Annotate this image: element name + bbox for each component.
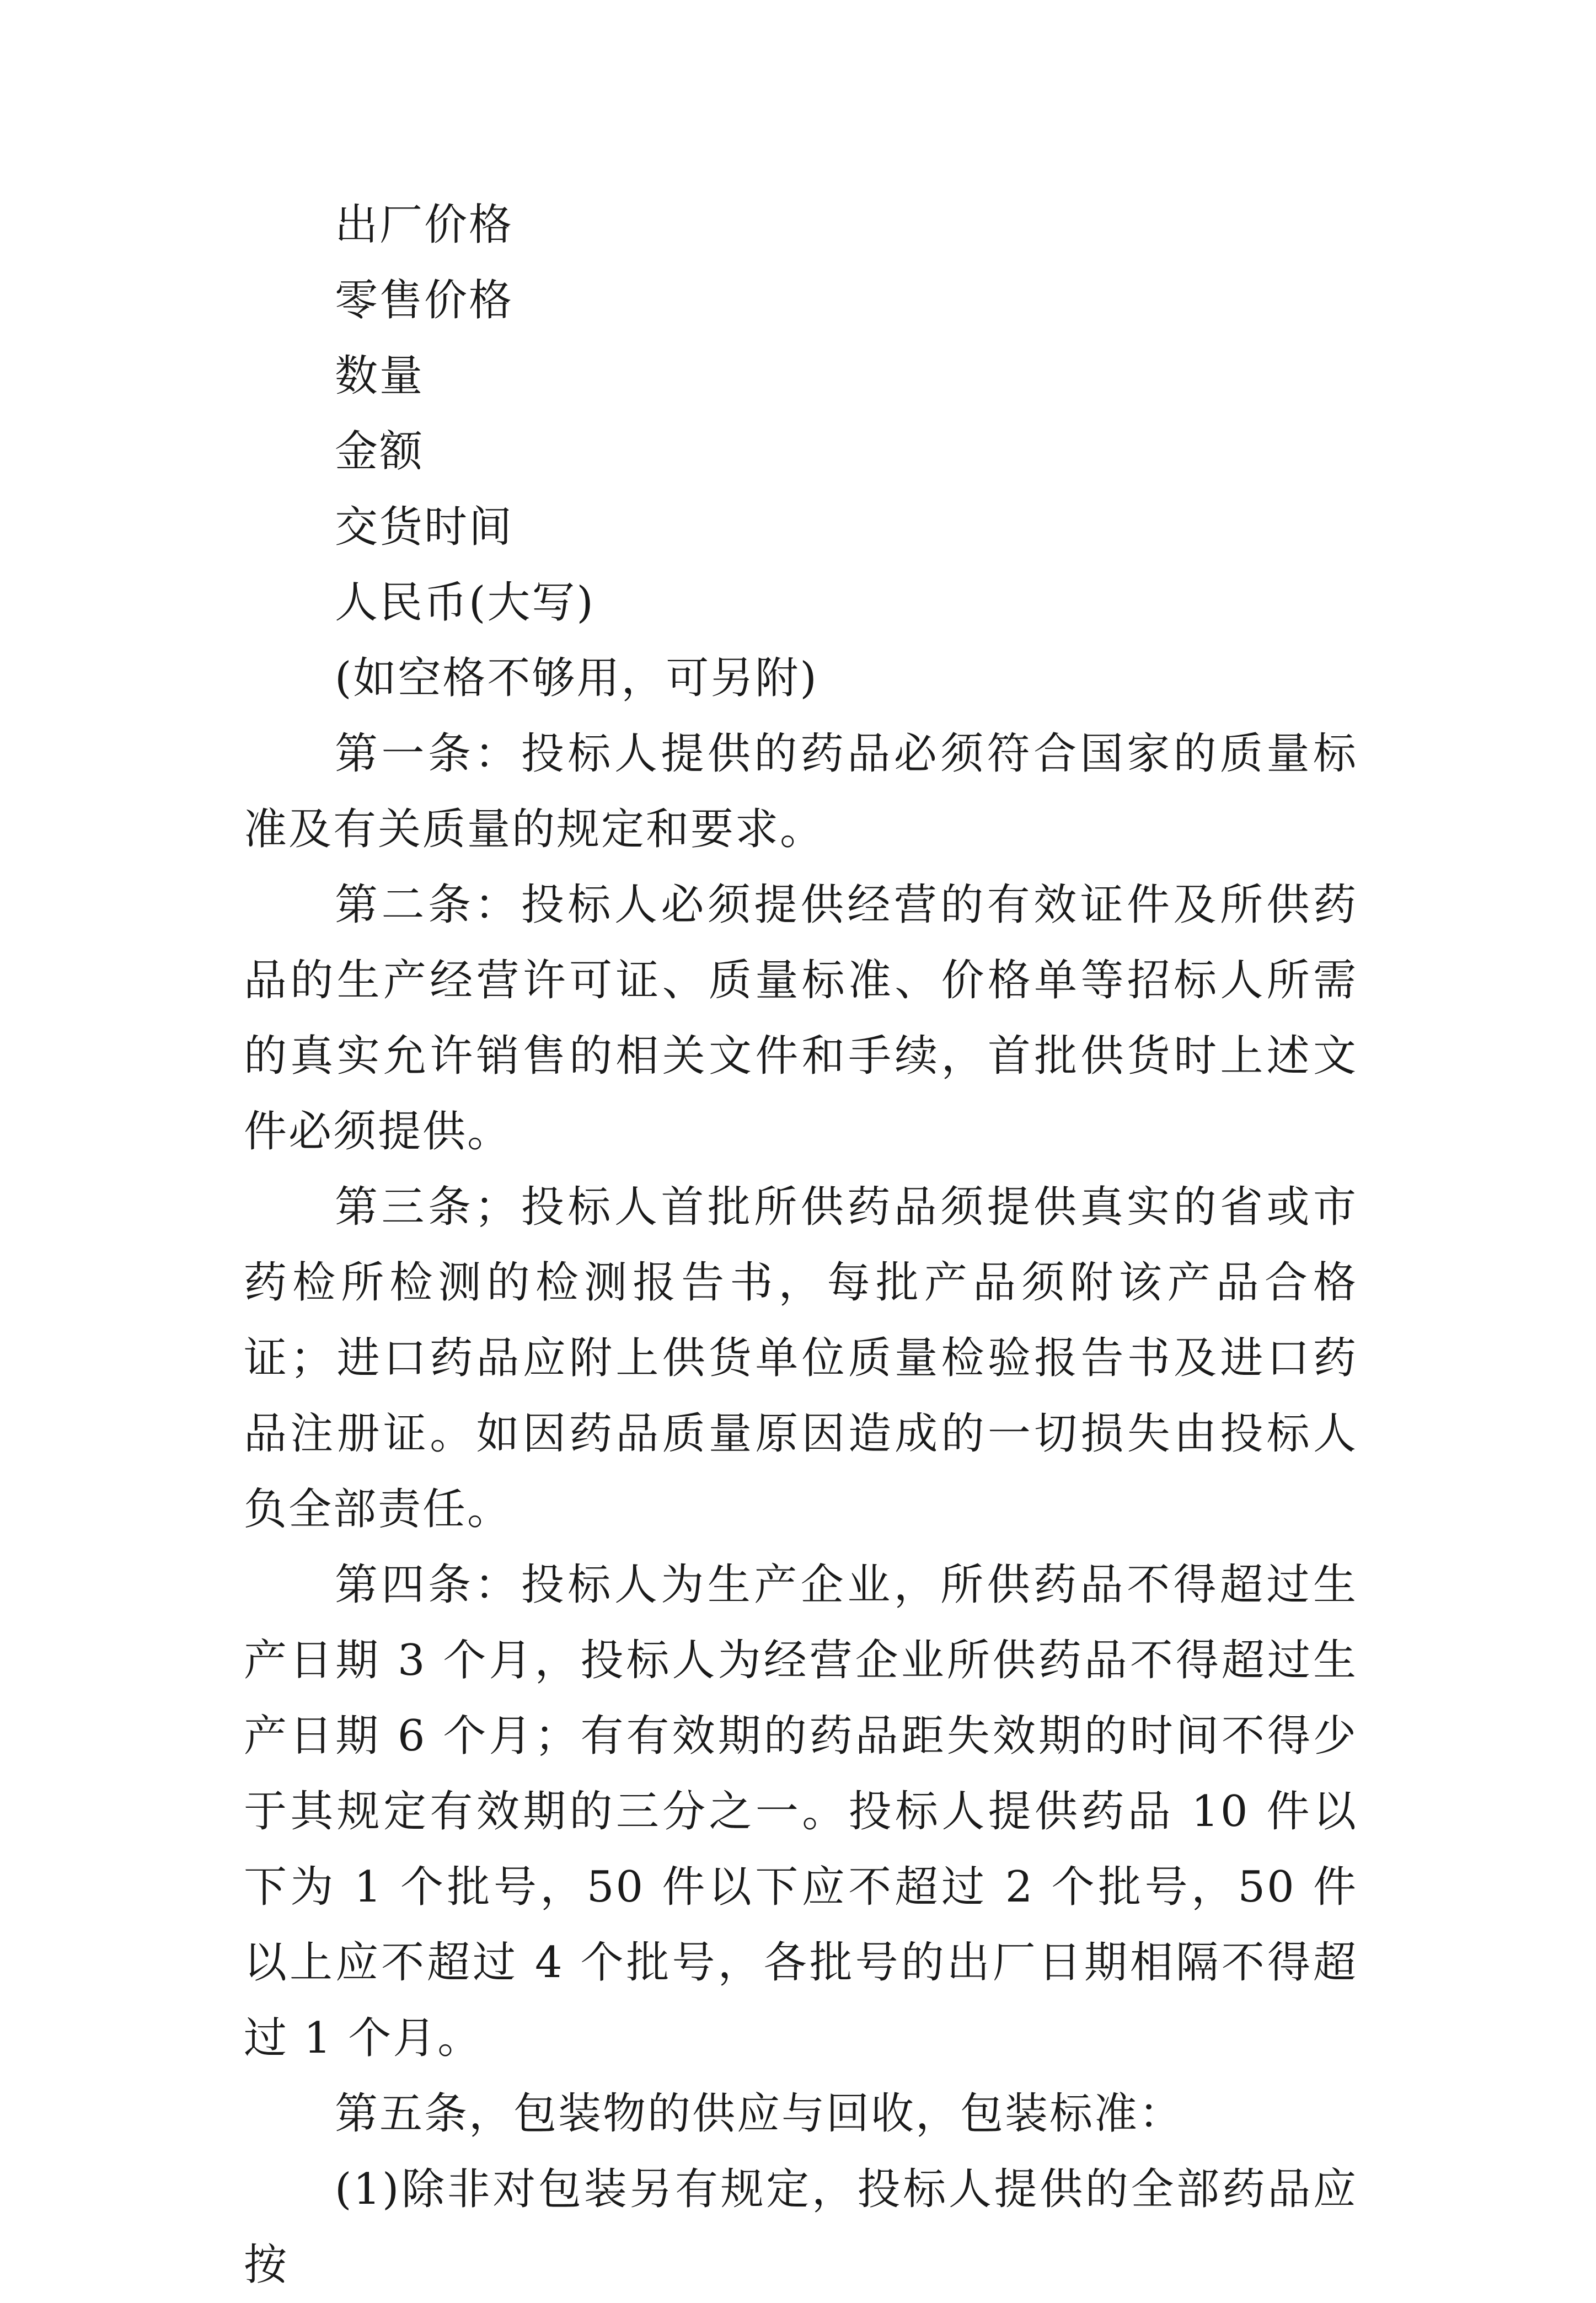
field-retail-price: 零售价格 [335,276,514,325]
article-1: 第一条：投标人提供的药品必须符合国家的质量标准及有关质量的规定和要求。 [244,729,1358,854]
field-amount: 金额 [335,427,425,476]
article-5-item-1: (1)除非对包装另有规定，投标人提供的全部药品应按 [244,2165,1358,2290]
article-5: 第五条，包装物的供应与回收，包装标准： [335,2089,1184,2139]
document-page [244,188,1358,2303]
article-3: 第三条；投标人首批所供药品须提供真实的省或市药检所检测的检测报告书，每批产品须附该产品合格证；进口药品应附上供货单位质量检验报告书及进口药品注册证。如因药品质量原因造成的一切损失由投标人负全部责任。 [244,1182,1358,1534]
field-delivery-time: 交货时间 [335,502,514,552]
article-4: 第四条：投标人为生产企业，所供药品不得超过生产日期 3 个月，投标人为经营企业所供药品不得超过生产日期 6 个月；有有效期的药品距失效期的时间不得少于其规定有效期的三分之一。投标人提供药品 10 件以下为 1 个批号，50 件以下应不超过 2 个批号，50 件以上应不超过 4 个批号，各批号的出厂日期相隔不得超过 1 个月。 [244,1560,1358,2063]
field-rmb-uppercase: 人民币(大写) [335,578,595,628]
field-factory-price: 出厂价格 [335,200,514,250]
note-attach-extra: (如空格不够用，可另附) [335,654,818,703]
field-quantity: 数量 [335,351,425,401]
article-2: 第二条：投标人必须提供经营的有效证件及所供药品的生产经营许可证、质量标准、价格单等招标人所需的真实允许销售的相关文件和手续，首批供货时上述文件必须提供。 [244,880,1358,1156]
